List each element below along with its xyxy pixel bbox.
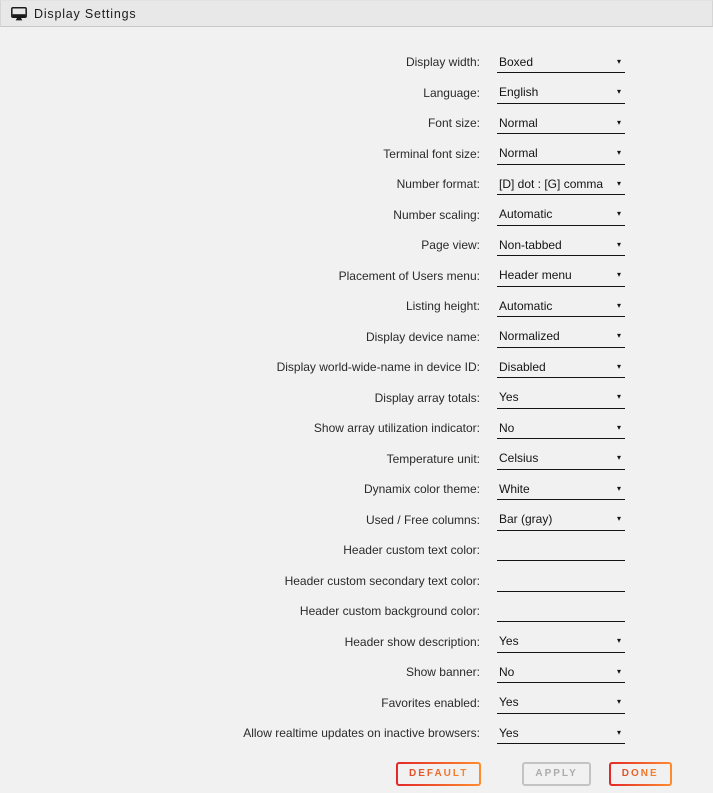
number-format-select[interactable] bbox=[497, 173, 625, 195]
form-control bbox=[497, 631, 625, 653]
chevron-down-icon: ▾ bbox=[616, 483, 621, 493]
chevron-down-icon: ▾ bbox=[616, 148, 621, 157]
chevron-down-icon: ▾ bbox=[616, 239, 621, 249]
form-row bbox=[0, 413, 713, 444]
temperature-unit-select[interactable] bbox=[497, 448, 625, 470]
select-value: Disabled bbox=[499, 359, 546, 374]
chevron-down-icon: ▾ bbox=[616, 178, 621, 188]
form-row bbox=[0, 383, 713, 414]
select-value: Bar (gray) bbox=[499, 512, 553, 526]
form-control bbox=[497, 82, 625, 104]
form-control bbox=[497, 661, 625, 683]
form-row bbox=[0, 47, 713, 78]
chevron-down-icon: ▾ bbox=[616, 636, 621, 645]
form-control bbox=[497, 112, 625, 134]
allow-realtime-updates-on-inactive-browsers-select[interactable] bbox=[497, 722, 625, 744]
form-row bbox=[0, 505, 713, 536]
listing-height-select[interactable] bbox=[497, 295, 625, 317]
form-row bbox=[0, 322, 713, 353]
show-banner-label: Show banner: bbox=[405, 665, 480, 680]
display-world-wide-name-in-device-id-label: Display world-wide-name in device ID: bbox=[276, 360, 480, 375]
header-custom-text-color-input[interactable] bbox=[497, 539, 625, 561]
show-array-utilization-indicator-select[interactable] bbox=[497, 417, 625, 439]
dynamix-color-theme-label: Dynamix color theme: bbox=[363, 482, 480, 497]
terminal-font-size-label: Terminal font size: bbox=[383, 146, 480, 161]
listing-height-label: Listing height: bbox=[405, 299, 480, 314]
select-value: Yes bbox=[499, 634, 519, 648]
language-label: Language: bbox=[423, 85, 480, 100]
used-free-columns-label: Used / Free columns: bbox=[365, 512, 480, 527]
display-world-wide-name-in-device-id-select[interactable] bbox=[497, 356, 625, 378]
select-value: Normalized bbox=[499, 329, 560, 343]
form-row bbox=[0, 291, 713, 322]
titlebar bbox=[0, 0, 713, 27]
header-custom-secondary-text-color-label: Header custom secondary text color: bbox=[284, 573, 480, 588]
form-control bbox=[497, 173, 625, 195]
form-control bbox=[497, 204, 625, 226]
display-monitor-icon bbox=[11, 7, 27, 21]
select-value: Automatic bbox=[499, 298, 553, 313]
page-title: Display Settings bbox=[34, 6, 137, 21]
placement-of-users-menu-select[interactable] bbox=[497, 265, 625, 287]
select-value: Yes bbox=[499, 695, 519, 709]
chevron-down-icon: ▾ bbox=[616, 87, 621, 96]
dynamix-color-theme-select[interactable] bbox=[497, 478, 625, 500]
form-control bbox=[497, 722, 625, 744]
select-value: Yes bbox=[499, 390, 519, 404]
favorites-enabled-label: Favorites enabled: bbox=[381, 695, 480, 710]
select-value: No bbox=[499, 420, 515, 435]
temperature-unit-label: Temperature unit: bbox=[386, 451, 480, 466]
form-row bbox=[0, 657, 713, 688]
chevron-down-icon: ▾ bbox=[616, 56, 621, 66]
chevron-down-icon: ▾ bbox=[616, 666, 621, 676]
display-device-name-select[interactable] bbox=[497, 326, 625, 348]
form-row bbox=[0, 139, 713, 170]
form-row bbox=[0, 200, 713, 231]
show-array-utilization-indicator-label: Show array utilization indicator: bbox=[313, 421, 480, 436]
header-custom-background-color-label: Header custom background color: bbox=[299, 604, 480, 619]
font-size-label: Font size: bbox=[427, 116, 480, 131]
used-free-columns-select[interactable] bbox=[497, 509, 625, 531]
chevron-down-icon: ▾ bbox=[616, 422, 621, 432]
display-width-label: Display width: bbox=[405, 55, 480, 70]
form-control bbox=[497, 143, 625, 165]
form-control bbox=[497, 448, 625, 470]
number-scaling-label: Number scaling: bbox=[393, 207, 480, 222]
form-control bbox=[497, 326, 625, 348]
form-control bbox=[497, 51, 625, 73]
page-view-label: Page view: bbox=[421, 238, 480, 253]
show-banner-select[interactable] bbox=[497, 661, 625, 683]
display-array-totals-select[interactable] bbox=[497, 387, 625, 409]
chevron-down-icon: ▾ bbox=[616, 209, 621, 218]
chevron-down-icon: ▾ bbox=[616, 453, 621, 462]
font-size-select[interactable] bbox=[497, 112, 625, 134]
language-select[interactable] bbox=[497, 82, 625, 104]
form-control bbox=[497, 539, 625, 561]
select-value: Header menu bbox=[499, 268, 572, 282]
select-value: Non-tabbed bbox=[499, 237, 562, 252]
select-value: Normal bbox=[499, 146, 538, 160]
form-control bbox=[497, 570, 625, 592]
terminal-font-size-select[interactable] bbox=[497, 143, 625, 165]
header-custom-text-color-label: Header custom text color: bbox=[343, 543, 480, 558]
form-row bbox=[0, 688, 713, 719]
display-device-name-label: Display device name: bbox=[365, 329, 480, 344]
form-control bbox=[497, 265, 625, 287]
form-control bbox=[497, 387, 625, 409]
chevron-down-icon: ▾ bbox=[616, 117, 621, 127]
form-row bbox=[0, 444, 713, 475]
form-row bbox=[0, 535, 713, 566]
allow-realtime-updates-on-inactive-browsers-label: Allow realtime updates on inactive browsers: bbox=[243, 726, 480, 741]
form-row bbox=[0, 108, 713, 139]
display-width-select[interactable] bbox=[497, 51, 625, 73]
form-row bbox=[0, 230, 713, 261]
form-row bbox=[0, 169, 713, 200]
display-settings-form bbox=[0, 27, 713, 786]
button-row bbox=[396, 762, 713, 786]
form-control bbox=[497, 692, 625, 714]
form-row bbox=[0, 627, 713, 658]
chevron-down-icon: ▾ bbox=[616, 697, 621, 706]
display-array-totals-label: Display array totals: bbox=[374, 390, 480, 405]
chevron-down-icon: ▾ bbox=[616, 300, 621, 310]
chevron-down-icon: ▾ bbox=[616, 331, 621, 340]
chevron-down-icon: ▾ bbox=[616, 361, 621, 371]
form-control bbox=[497, 417, 625, 439]
form-row bbox=[0, 474, 713, 505]
favorites-enabled-select[interactable] bbox=[497, 692, 625, 714]
form-control bbox=[497, 356, 625, 378]
chevron-down-icon: ▾ bbox=[616, 727, 621, 737]
select-value: [D] dot : [G] comma bbox=[499, 176, 604, 191]
default-button[interactable]: DEFAULT bbox=[396, 762, 481, 786]
chevron-down-icon: ▾ bbox=[616, 270, 621, 279]
number-scaling-select[interactable] bbox=[497, 204, 625, 226]
form-row bbox=[0, 566, 713, 597]
placement-of-users-menu-label: Placement of Users menu: bbox=[338, 268, 480, 283]
header-custom-secondary-text-color-input[interactable] bbox=[497, 570, 625, 592]
apply-button[interactable]: APPLY bbox=[522, 762, 590, 786]
form-control bbox=[497, 478, 625, 500]
select-value: White bbox=[499, 481, 530, 496]
number-format-label: Number format: bbox=[396, 177, 480, 192]
select-value: No bbox=[499, 664, 515, 679]
chevron-down-icon: ▾ bbox=[616, 392, 621, 401]
form-control bbox=[497, 509, 625, 531]
form-control bbox=[497, 234, 625, 256]
form-row bbox=[0, 261, 713, 292]
form-row bbox=[0, 718, 713, 749]
select-value: Automatic bbox=[499, 207, 553, 221]
header-show-description-select[interactable] bbox=[497, 631, 625, 653]
form-rows bbox=[0, 47, 713, 749]
form-control bbox=[497, 295, 625, 317]
form-row bbox=[0, 78, 713, 109]
form-row bbox=[0, 352, 713, 383]
done-button[interactable]: DONE bbox=[609, 762, 672, 786]
page-view-select[interactable] bbox=[497, 234, 625, 256]
select-value: Celsius bbox=[499, 451, 539, 465]
select-value: Normal bbox=[499, 115, 538, 130]
header-show-description-label: Header show description: bbox=[344, 634, 480, 649]
select-value: Yes bbox=[499, 725, 519, 740]
select-value: English bbox=[499, 85, 539, 99]
chevron-down-icon: ▾ bbox=[616, 514, 621, 523]
form-control bbox=[497, 600, 625, 622]
form-row bbox=[0, 596, 713, 627]
select-value: Boxed bbox=[499, 54, 534, 69]
header-custom-background-color-input[interactable] bbox=[497, 600, 625, 622]
